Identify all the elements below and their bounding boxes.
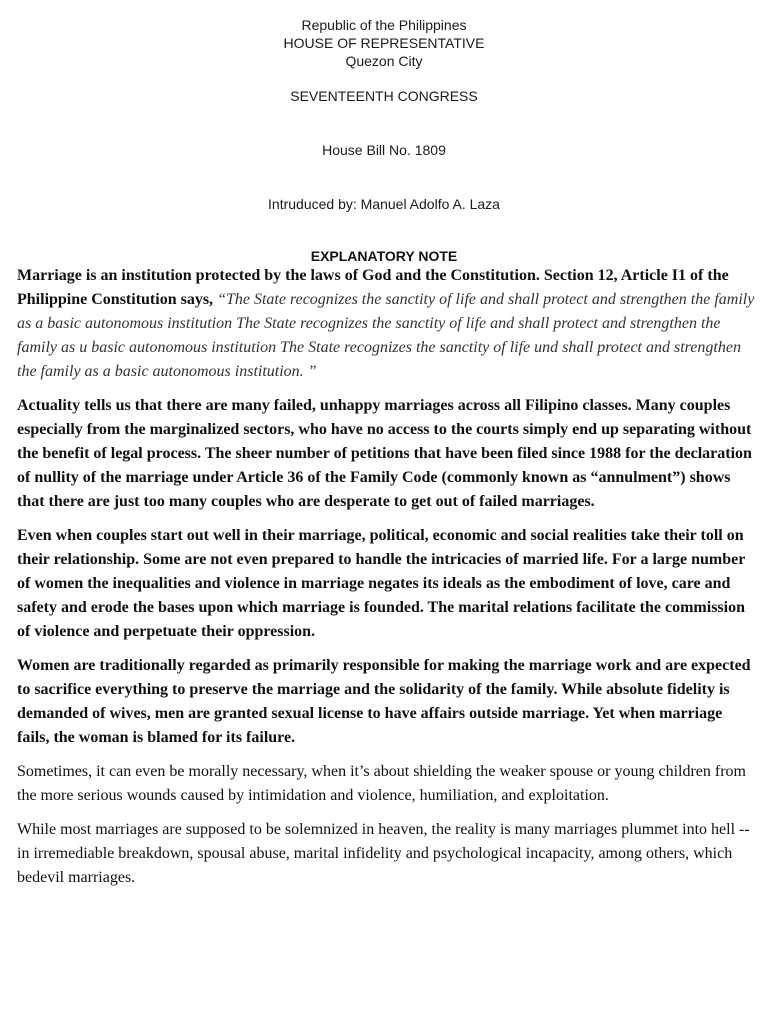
house-line: HOUSE OF REPRESENTATIVE xyxy=(283,35,485,51)
congress-line: SEVENTEENTH CONGRESS xyxy=(290,88,478,104)
document-body xyxy=(17,264,757,900)
document-header xyxy=(0,16,768,213)
paragraph-6: While most marriages are supposed to be solemnized in heaven, the reality is many marriages plummet into hell -- in irremediable breakdown, spousal abuse, marital infidelity and psychological incapacity, among others, which bedevil marriages. xyxy=(17,821,750,886)
paragraph-2: Actuality tells us that there are many failed, unhappy marriages across all Filipino classes. Many couples especially from the marginalized sectors, who have no access to the courts simply end up separating without the benefit of legal process. The sheer number of petitions that have been filed since 1988 for the declaration of nullity of the marriage under Article 36 of the Family Code (commonly known as “annulment”) shows that there are just too many couples who are desperate to get out of failed marriages. xyxy=(17,397,752,510)
introduced-by: Intruduced by: Manuel Adolfo A. Laza xyxy=(268,196,500,212)
paragraph-3: Even when couples start out well in their marriage, political, economic and social realities take their toll on their relationship. Some are not even prepared to handle the intricacies of married life. For a large number of women the inequalities and violence in marriage negates its ideals as the embodiment of love, care and safety and erode the bases upon which marriage is founded. The marital relations facilitate the commission of violence and perpetuate their oppression. xyxy=(17,527,746,640)
paragraph-5: Sometimes, it can even be morally necessary, when it’s about shielding the weaker spouse or young children from the more serious wounds caused by intimidation and violence, humiliation, and exploitation. xyxy=(17,763,746,804)
paragraph-1 xyxy=(17,264,757,384)
paragraph-4: Women are traditionally regarded as primarily responsible for making the marriage work and are expected to sacrifice everything to preserve the marriage and the solidarity of the family. While absolute fidelity is demanded of wives, men are granted sexual license to have affairs outside marriage. Yet when marriage fails, the woman is blamed for its failure. xyxy=(17,657,751,746)
city-line: Quezon City xyxy=(345,53,423,69)
paragraph-1-lead: Marriage is an institution protected by the laws of God and the Constitution. Section 12, Article I1 of the Philippine Constitution says, xyxy=(17,267,729,308)
republic-line: Republic of the Philippines xyxy=(301,17,467,33)
explanatory-note-title: EXPLANATORY NOTE xyxy=(310,248,458,264)
constitution-quote: “The State recognizes the sanctity of life and shall protect and strengthen the family as a basic autonomous institution The State recognizes the sanctity of life and shall protect and strengthen the family as u basic autonomous institution The State recognizes the sanctity of life und shall protect and strengthen the family as a basic autonomous institution. ” xyxy=(17,291,755,380)
bill-number: House Bill No. 1809 xyxy=(322,142,446,158)
